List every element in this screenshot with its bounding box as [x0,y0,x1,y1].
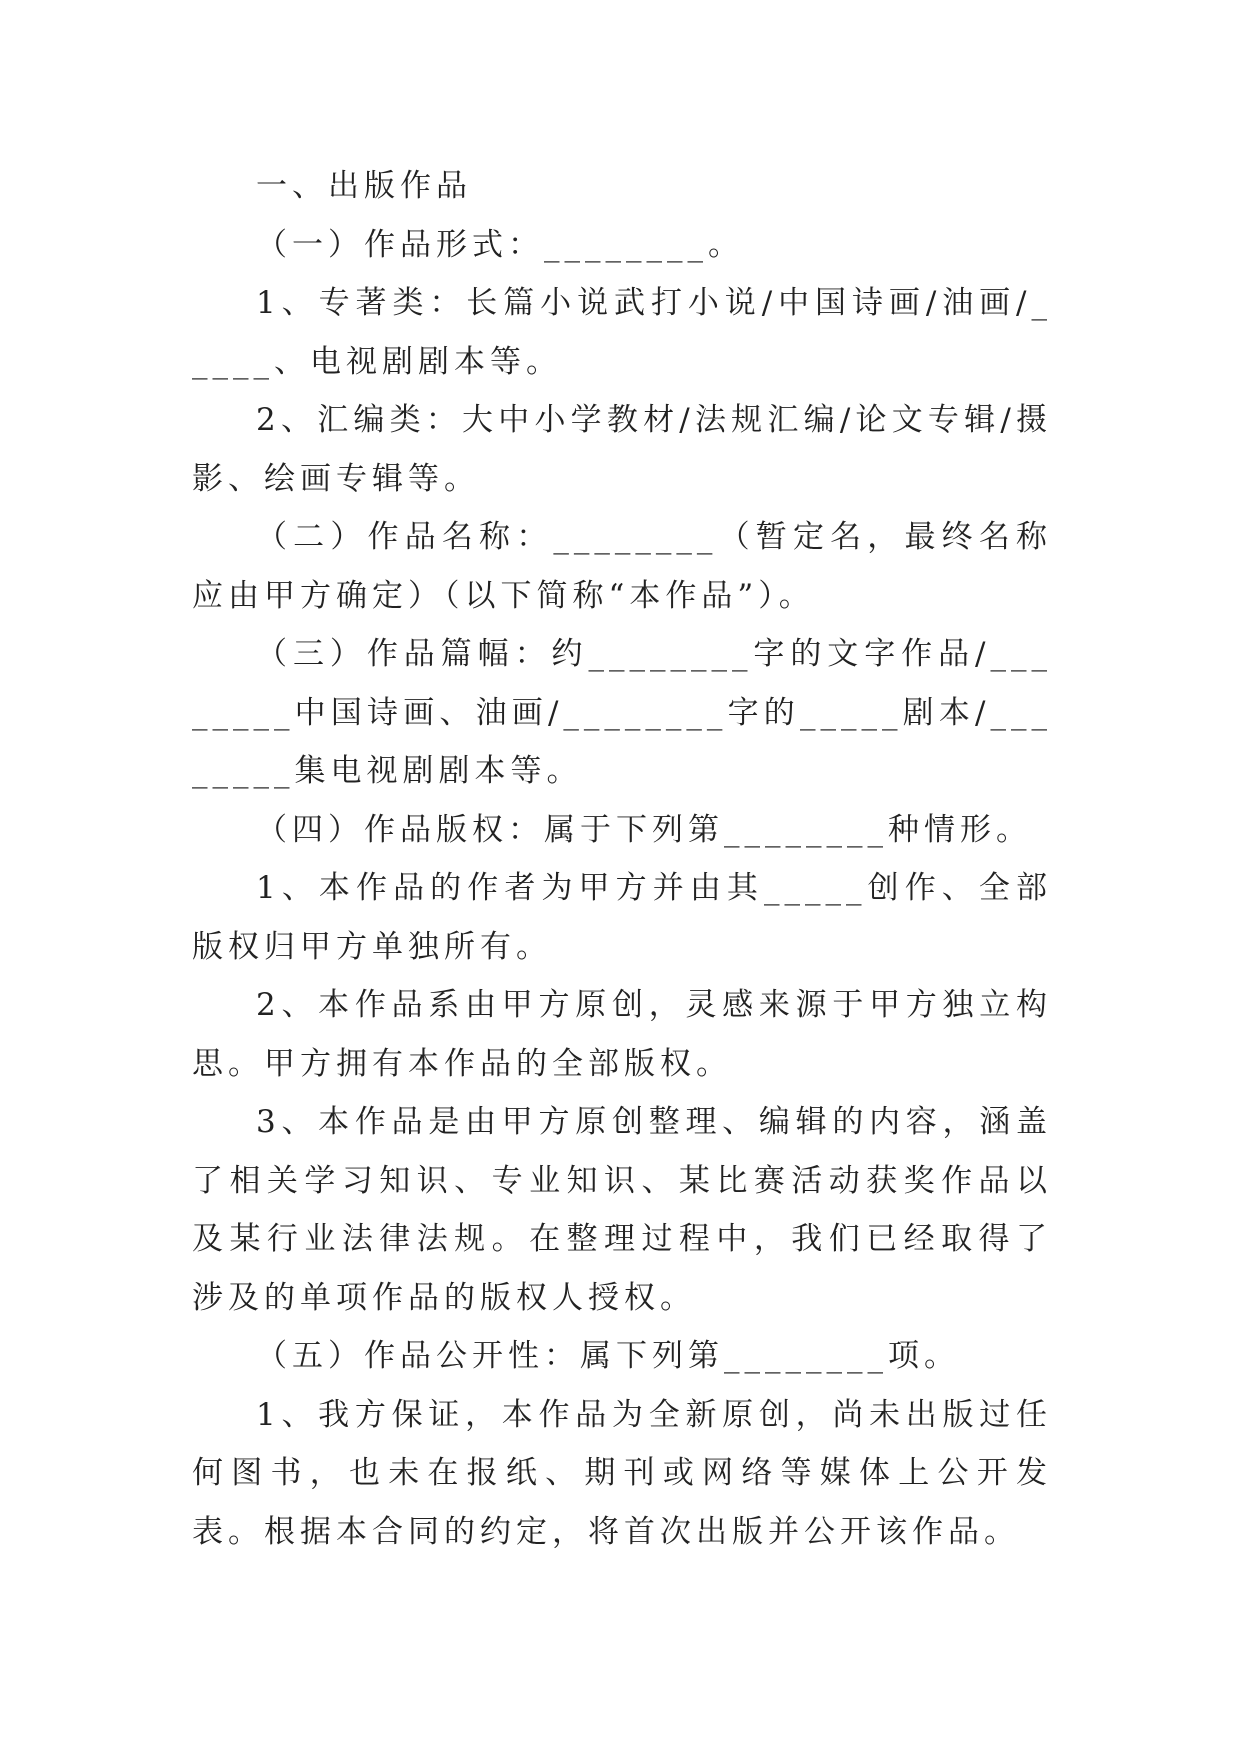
paragraph: 2、本作品系由甲方原创，灵感来源于甲方独立构思。甲方拥有本作品的全部版权。 [192,987,1052,1082]
paragraph: （五）作品公开性：属下列第________项。 [256,1338,960,1374]
paragraph: 1、本作品的作者为甲方并由其_____创作、全部版权归甲方单独所有。 [192,870,1052,965]
paragraph: （一）作品形式：________。 [256,226,744,263]
paragraph: 3、本作品是由甲方原创整理、编辑的内容，涵盖了相关学习知识、专业知识、某比赛活动获奖作品以及某行业法律法规。在整理过程中，我们已经取得了涉及的单项作品的版权人授权。 [192,1104,1052,1316]
document-body [192,157,1052,1561]
paragraph: 2、汇编类：大中小学教材/法规汇编/论文专辑/摄影、绘画专辑等。 [192,402,1052,497]
section-heading: 一、出版作品 [256,168,472,204]
paragraph: （二）作品名称：________（暂定名，最终名称应由甲方确定）（以下简称“本作品”）。 [192,519,1052,614]
paragraph: 1、我方保证，本作品为全新原创，尚未出版过任何图书，也未在报纸、期刊或网络等媒体上公开发表。根据本合同的约定，将首次出版并公开该作品。 [192,1396,1052,1550]
paragraph: （四）作品版权：属于下列第________种情形。 [256,811,1032,848]
paragraph: 1、专著类：长篇小说武打小说/中国诗画/油画/_____、电视剧剧本等。 [192,285,1052,380]
paragraph: （三）作品篇幅：约________字的文字作品/________中国诗画、油画/________字的_____剧本/________集电视剧剧本等。 [192,636,1052,789]
